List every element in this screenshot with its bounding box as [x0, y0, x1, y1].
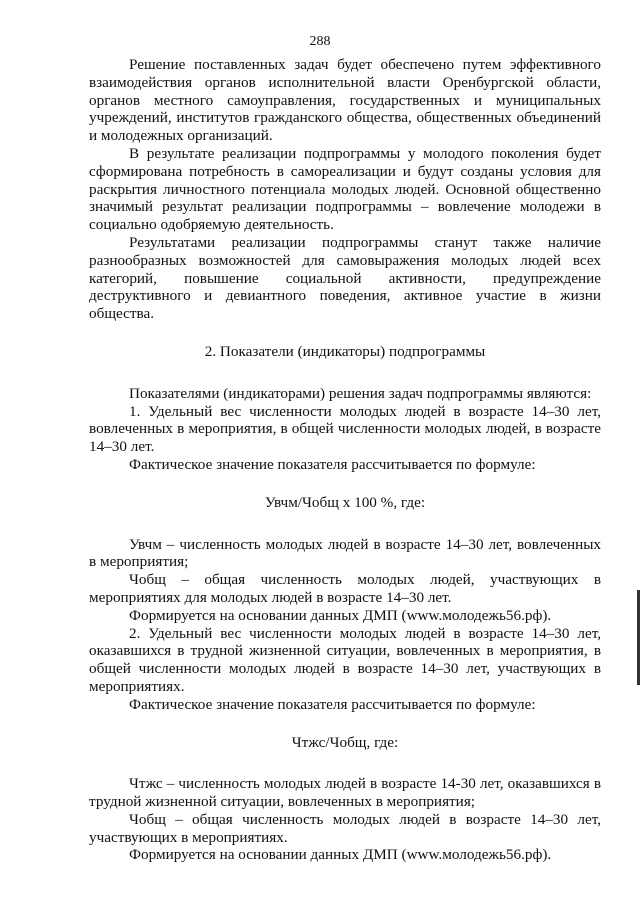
formula-1: Увчм/Чобщ х 100 %, где: [264, 493, 426, 511]
definition-uvchm: Увчм – численность молодых людей в возрасте 14–30 лет, вовлеченных в мероприятия; [89, 535, 601, 571]
formula-2: Чтжс/Чобщ, где: [291, 733, 399, 751]
formula-label-1: Фактическое значение показателя рассчитывается по формуле: [129, 455, 536, 473]
indicator-1: 1. Удельный вес численности молодых людей в возрасте 14–30 лет, вовлеченных в мероприятия, в общей численности молодых людей, в возрасте 14–30 лет. [89, 402, 601, 456]
source-note-1: Формируется на основании данных ДМП (www.молодежь56.рф). [129, 606, 552, 624]
indicators-intro: Показателями (индикаторами) решения задач подпрограммы являются: [129, 384, 592, 402]
formula-label-2: Фактическое значение показателя рассчитывается по формуле: [129, 695, 536, 713]
paragraph-outcomes: Результатами реализации подпрограммы станут также наличие разнообразных возможностей для самовыражения молодых людей всех категорий, повышение социальной активности, предупреждение деструктивного и девиантного поведения, активное участие в жизни общества. [89, 233, 601, 323]
definition-chtzhs: Чтжс – численность молодых людей в возрасте 14-30 лет, оказавшихся в трудной жизненной ситуации, вовлеченных в мероприятия; [89, 775, 601, 811]
document-body [89, 56, 601, 864]
paragraph-cooperation: Решение поставленных задач будет обеспечено путем эффективного взаимодействия органов исполнительной власти Оренбургской области, органов местного самоуправления, государственных и муниципальных учреждений, институтов гражданского общества, общественных объединений и молодежных организаций. [89, 56, 601, 145]
section-heading: 2. Показатели (индикаторы) подпрограммы [204, 342, 486, 360]
definition-chobsh-1: Чобщ – общая численность молодых людей, участвующих в мероприятиях для молодых людей в возрасте 14–30 лет. [89, 571, 601, 606]
paragraph-results: В результате реализации подпрограммы у молодого поколения будет сформирована потребность в самореализации и будут созданы условия для раскрытия личностного потенциала молодых людей. Основной общественно значимый результат реализации подпрограммы – вовлечение молодежи в социально одобряемую деятельность. [89, 144, 601, 234]
source-note-2: Формируется на основании данных ДМП (www.молодежь56.рф). [129, 846, 552, 864]
definition-chobsh-2: Чобщ – общая численность молодых людей в возрасте 14–30 лет, участвующих в мероприятиях. [89, 810, 601, 846]
indicator-2: 2. Удельный вес численности молодых людей в возрасте 14–30 лет, оказавшихся в трудной жизненной ситуации, вовлеченных в мероприятия, в общей численности молодых людей в возрасте 14–30 лет, участвующих в мероприятиях. [89, 624, 601, 695]
page-number: 288 [309, 34, 331, 49]
